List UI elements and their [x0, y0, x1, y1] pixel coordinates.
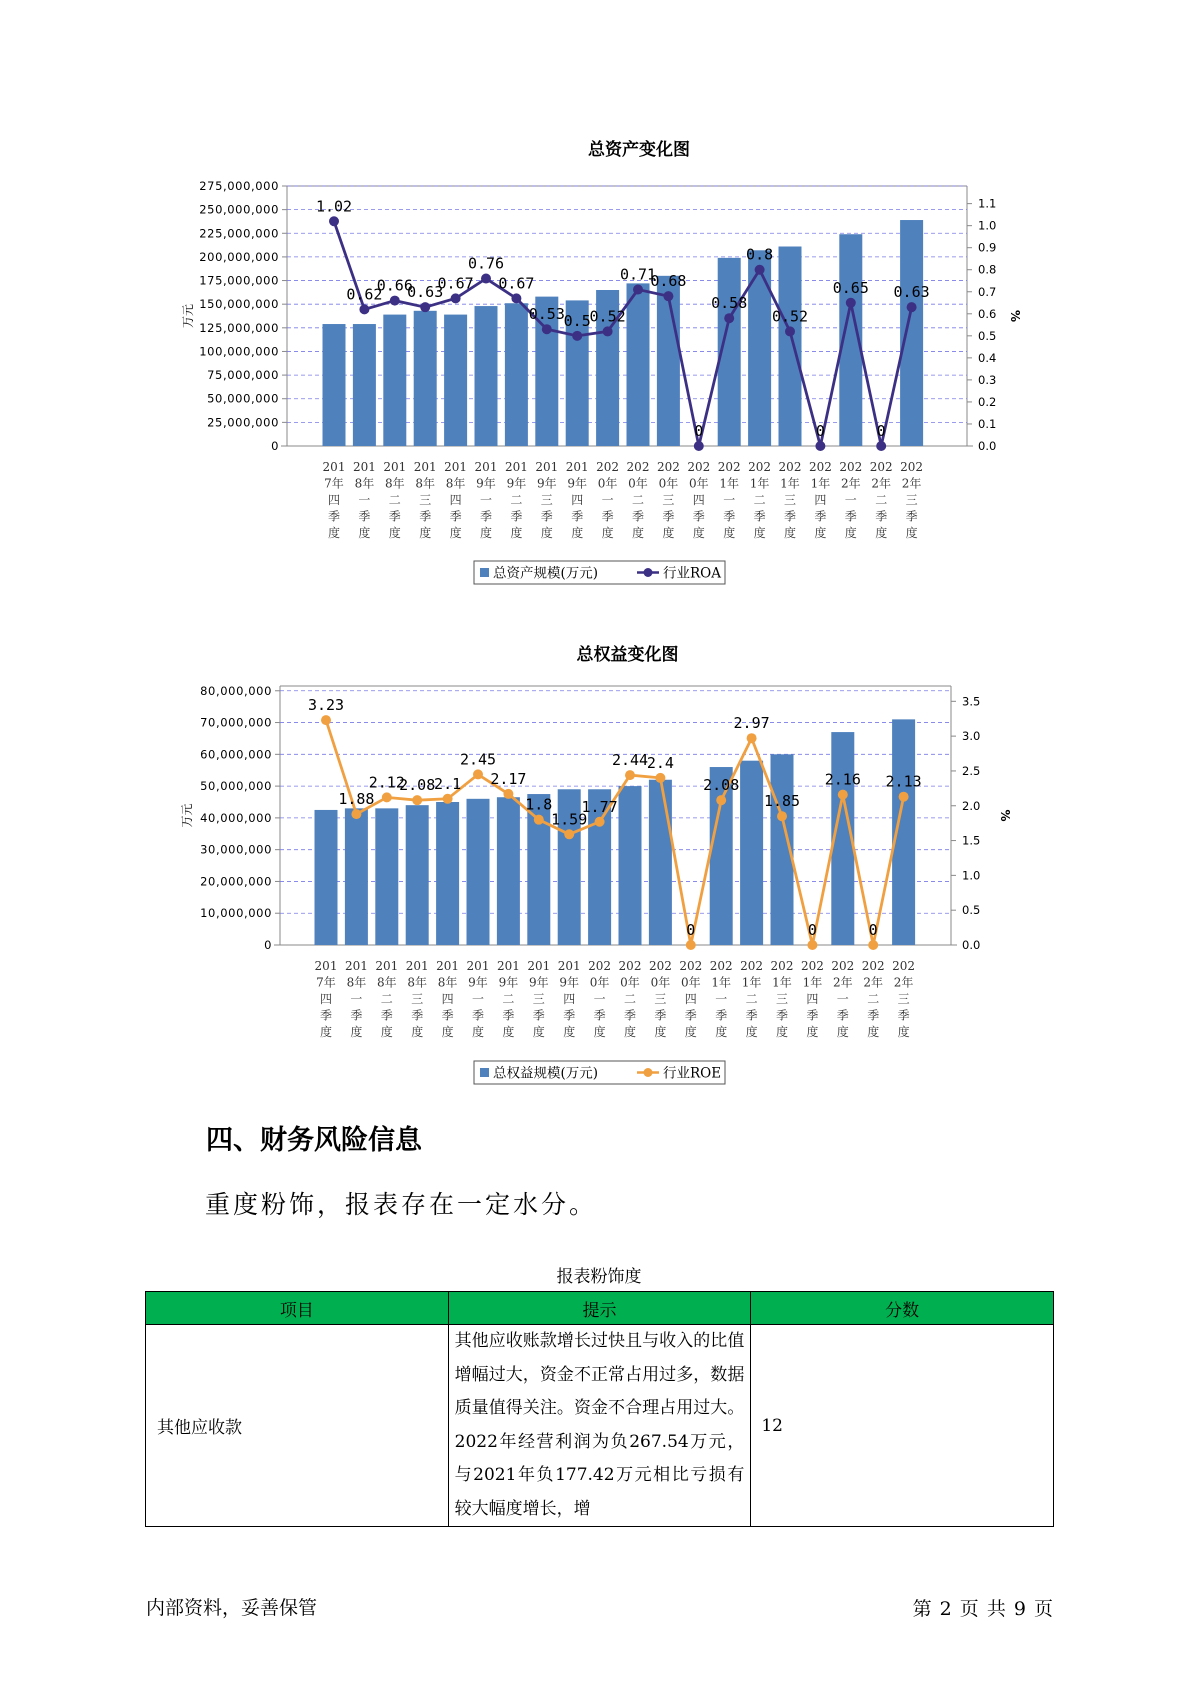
right-tick-label: 3.5 — [962, 694, 981, 709]
risk-table — [145, 1291, 1054, 1527]
x-tick-label: 202 0年三季度 — [656, 460, 680, 540]
left-tick-label: 200,000,000 — [199, 249, 279, 264]
table-row — [146, 1325, 1054, 1527]
chart-title: 总权益变化图 — [576, 645, 679, 665]
line-point — [747, 733, 757, 743]
data-label: 2.1 — [434, 774, 462, 793]
line-point — [481, 274, 491, 284]
data-label: 1.85 — [763, 792, 801, 811]
total-equity-chart — [0, 630, 1191, 1090]
line-point — [716, 795, 726, 805]
right-tick-label: 0.6 — [978, 306, 997, 321]
x-tick-label: 202 2年二季度 — [869, 460, 893, 540]
x-tick-label: 202 0年二季度 — [618, 959, 642, 1039]
right-tick-label: 0.0 — [978, 439, 997, 453]
line-point — [876, 441, 886, 451]
x-tick-label: 201 8年三季度 — [405, 959, 429, 1039]
data-label: 2.12 — [368, 773, 405, 792]
bar — [467, 799, 490, 945]
row-hint-cell: 其他应收账款增长过快且与收入的比值增幅过大，资金不正常占用过多，数据质量值得关注。资金不合理占用过大。2022年经营利润为负267.54万元，与2021年负177.42万元相比亏损有较大幅度增长，增 — [448, 1325, 751, 1527]
data-label: 0.62 — [346, 285, 383, 304]
footer-confidential-note: 内部资料，妥善保管 — [146, 1597, 318, 1619]
left-tick-label: 10,000,000 — [200, 906, 272, 921]
data-label: 2.97 — [733, 714, 770, 733]
x-tick-label: 201 7年四季度 — [314, 959, 338, 1039]
column-header-item: 项目 — [146, 1292, 449, 1325]
x-tick-label: 202 1年三季度 — [770, 959, 794, 1039]
data-label: 0.65 — [832, 278, 869, 297]
section-heading: 四、财务风险信息 — [206, 1125, 422, 1156]
data-label: 0 — [686, 921, 696, 939]
x-tick-label: 201 9年一季度 — [474, 460, 498, 540]
bar — [444, 315, 467, 446]
bar — [383, 315, 406, 446]
data-label: 0.5 — [563, 311, 591, 330]
x-tick-label: 202 1年一季度 — [717, 460, 741, 540]
line-point — [473, 769, 483, 779]
legend-bar-label: 总资产规模(万元) — [493, 565, 599, 582]
line-point — [785, 326, 795, 336]
data-label: 0 — [815, 422, 825, 440]
left-tick-label: 20,000,000 — [200, 874, 272, 889]
line-point — [595, 817, 605, 827]
x-tick-label: 201 8年一季度 — [352, 460, 376, 540]
x-tick-label: 202 0年一季度 — [588, 959, 612, 1039]
x-tick-label: 201 7年四季度 — [322, 460, 346, 540]
right-tick-label: 1.1 — [978, 196, 997, 211]
data-label: 0.63 — [407, 283, 444, 302]
risk-summary: 重度粉饰，报表存在一定水分。 — [205, 1190, 598, 1219]
bar — [627, 283, 650, 446]
right-tick-label: 1.0 — [978, 218, 997, 233]
data-label: 2.16 — [824, 770, 861, 789]
line-point — [603, 326, 613, 336]
data-label: 0 — [868, 921, 878, 939]
right-axis-title: % — [998, 809, 1012, 822]
column-header-score: 分数 — [751, 1292, 1054, 1325]
x-tick-label: 202 2年二季度 — [861, 959, 885, 1039]
bar — [414, 311, 437, 446]
left-tick-label: 275,000,000 — [199, 179, 279, 193]
x-tick-label: 201 8年三季度 — [413, 460, 437, 540]
x-tick-label: 201 8年四季度 — [436, 959, 460, 1039]
data-label: 1.02 — [315, 197, 353, 216]
x-tick-label: 202 0年四季度 — [687, 460, 711, 540]
left-tick-label: 60,000,000 — [200, 747, 272, 762]
bar — [649, 780, 672, 945]
legend-bar-swatch — [480, 1068, 489, 1077]
data-label: 1.8 — [525, 795, 553, 814]
data-label: 1.77 — [581, 797, 618, 816]
legend-line-label: 行业ROE — [663, 1065, 722, 1082]
chart-legend — [474, 561, 725, 584]
x-tick-label: 202 0年三季度 — [648, 959, 672, 1039]
x-tick-label: 202 1年二季度 — [740, 959, 764, 1039]
line-point — [351, 809, 361, 819]
line-point — [329, 216, 339, 226]
bar — [900, 220, 923, 446]
legend-bar-swatch — [480, 568, 489, 577]
line-point — [451, 293, 461, 303]
left-tick-label: 80,000,000 — [200, 683, 272, 698]
left-tick-label: 30,000,000 — [200, 842, 272, 857]
x-tick-label: 201 8年二季度 — [383, 460, 407, 540]
right-tick-label: 0.3 — [978, 372, 997, 387]
row-item-cell: 其他应收款 — [146, 1325, 449, 1527]
right-tick-label: 0.8 — [978, 262, 997, 277]
data-label: 2.44 — [611, 751, 649, 770]
bar — [748, 250, 771, 446]
x-tick-label: 201 9年一季度 — [466, 959, 490, 1039]
bar — [375, 808, 398, 945]
right-tick-label: 0.5 — [962, 903, 981, 918]
line-point — [412, 795, 422, 805]
line-point — [724, 313, 734, 323]
right-axis-title: % — [1008, 309, 1022, 323]
x-tick-label: 201 9年三季度 — [527, 959, 551, 1039]
line-point — [511, 293, 521, 303]
right-tick-label: 2.5 — [962, 763, 981, 778]
left-tick-label: 50,000,000 — [207, 391, 279, 406]
bar — [406, 805, 429, 945]
line-point — [815, 441, 825, 451]
x-tick-label: 201 8年二季度 — [375, 959, 399, 1039]
bar — [740, 761, 763, 945]
right-tick-label: 0.7 — [978, 284, 997, 299]
bar — [779, 247, 802, 446]
line-point — [359, 304, 369, 314]
line-point — [534, 815, 544, 825]
x-tick-label: 202 0年一季度 — [596, 460, 620, 540]
data-label: 2.08 — [399, 776, 436, 795]
bar — [619, 786, 642, 945]
right-tick-label: 1.0 — [962, 868, 981, 883]
left-tick-label: 0 — [271, 439, 279, 453]
line-point — [542, 324, 552, 334]
right-tick-label: 3.0 — [962, 729, 981, 744]
x-tick-label: 202 2年一季度 — [831, 959, 855, 1039]
line-point — [390, 296, 400, 306]
data-label: 0.66 — [376, 276, 413, 295]
line-point — [907, 302, 917, 312]
line-point — [755, 265, 765, 275]
x-tick-label: 202 2年三季度 — [900, 460, 924, 540]
legend-line-marker — [644, 1068, 653, 1077]
line-point — [321, 715, 331, 725]
data-label: 1.88 — [338, 790, 375, 809]
line-point — [503, 789, 513, 799]
line-point — [694, 441, 704, 451]
right-tick-label: 0.5 — [978, 328, 997, 343]
data-label: 2.13 — [885, 772, 922, 791]
left-tick-label: 50,000,000 — [200, 779, 272, 794]
chart-title: 总资产变化图 — [588, 140, 690, 160]
line-point — [633, 285, 643, 295]
bar — [315, 810, 338, 945]
right-tick-label: 1.5 — [962, 833, 981, 848]
x-tick-label: 202 1年四季度 — [800, 959, 824, 1039]
column-header-hint: 提示 — [448, 1292, 751, 1325]
line-point — [420, 302, 430, 312]
line-point — [777, 811, 787, 821]
line-point — [655, 773, 665, 783]
x-tick-label: 202 1年四季度 — [808, 460, 832, 540]
legend-line-label: 行业ROA — [663, 565, 721, 582]
data-label: 0.76 — [467, 254, 505, 273]
data-label: 0 — [876, 422, 886, 440]
x-tick-label: 202 0年四季度 — [679, 959, 703, 1039]
x-tick-label: 202 2年三季度 — [892, 959, 916, 1039]
x-tick-label: 202 1年三季度 — [778, 460, 802, 540]
bar — [505, 303, 528, 446]
x-tick-label: 202 0年二季度 — [626, 460, 650, 540]
bar — [475, 306, 498, 446]
x-tick-label: 201 8年一季度 — [344, 959, 368, 1039]
data-label: 0.52 — [771, 307, 809, 326]
legend-line-marker — [644, 568, 653, 577]
data-label: 3.23 — [307, 696, 345, 715]
data-label: 0.8 — [746, 245, 774, 264]
right-tick-label: 0.1 — [978, 416, 997, 431]
left-axis-title: 万元 — [180, 803, 194, 828]
x-tick-label: 201 9年二季度 — [496, 959, 520, 1039]
line-point — [807, 940, 817, 950]
left-tick-label: 40,000,000 — [200, 810, 272, 825]
data-label: 0.63 — [893, 283, 930, 302]
data-label: 2.4 — [646, 753, 674, 772]
chart-legend — [474, 1061, 725, 1084]
left-tick-label: 150,000,000 — [199, 297, 279, 312]
line-point — [846, 298, 856, 308]
right-tick-label: 2.0 — [962, 798, 981, 813]
right-tick-label: 0.0 — [962, 938, 981, 952]
data-label: 1.59 — [551, 810, 588, 829]
data-label: 0.67 — [437, 274, 474, 293]
bar — [353, 324, 376, 446]
data-label: 0.58 — [711, 294, 748, 313]
data-label: 0 — [694, 422, 704, 440]
bar — [345, 808, 368, 945]
left-tick-label: 70,000,000 — [200, 715, 272, 730]
line-point — [686, 940, 696, 950]
data-label: 0.53 — [528, 305, 565, 324]
x-tick-label: 201 9年二季度 — [504, 460, 528, 540]
x-tick-label: 201 9年四季度 — [557, 959, 581, 1039]
line-point — [663, 291, 673, 301]
left-tick-label: 0 — [264, 938, 272, 952]
bar — [497, 797, 520, 945]
x-tick-label: 202 1年一季度 — [709, 959, 733, 1039]
line-point — [868, 940, 878, 950]
line-point — [443, 794, 453, 804]
data-label: 0.71 — [619, 265, 657, 284]
left-tick-label: 250,000,000 — [199, 202, 279, 217]
footer-page-number: 第 2 页 共 9 页 — [912, 1598, 1053, 1620]
data-label: 0.52 — [589, 307, 626, 326]
data-label: 0 — [807, 921, 817, 939]
x-tick-label: 202 1年二季度 — [748, 460, 772, 540]
bar — [323, 324, 346, 446]
legend-bar-label: 总权益规模(万元) — [493, 1065, 599, 1082]
left-tick-label: 25,000,000 — [207, 415, 279, 430]
data-label: 0.68 — [650, 272, 687, 291]
data-label: 2.45 — [459, 750, 497, 769]
data-label: 2.08 — [703, 776, 740, 795]
left-tick-label: 125,000,000 — [199, 320, 279, 335]
x-tick-label: 202 2年一季度 — [839, 460, 863, 540]
left-tick-label: 225,000,000 — [199, 226, 279, 241]
line-point — [572, 331, 582, 341]
data-label: 2.17 — [490, 769, 527, 788]
left-tick-label: 175,000,000 — [199, 273, 279, 288]
line-point — [564, 829, 574, 839]
x-tick-label: 201 8年四季度 — [444, 460, 468, 540]
bar — [436, 802, 459, 945]
table-header-row — [146, 1292, 1054, 1325]
right-tick-label: 0.9 — [978, 240, 997, 255]
total-assets-chart — [0, 130, 1191, 600]
x-tick-label: 201 9年三季度 — [535, 460, 559, 540]
right-tick-label: 0.2 — [978, 394, 997, 409]
left-axis-title: 万元 — [181, 303, 195, 329]
line-point — [382, 792, 392, 802]
line-point — [625, 770, 635, 780]
left-tick-label: 75,000,000 — [207, 368, 279, 383]
x-tick-label: 201 9年四季度 — [565, 460, 589, 540]
left-tick-label: 100,000,000 — [199, 344, 279, 359]
data-label: 0.67 — [498, 274, 535, 293]
line-point — [838, 790, 848, 800]
line-point — [899, 792, 909, 802]
table-caption: 报表粉饰度 — [556, 1267, 642, 1287]
row-score-cell: 12 — [751, 1325, 1054, 1527]
right-tick-label: 0.4 — [978, 350, 997, 365]
